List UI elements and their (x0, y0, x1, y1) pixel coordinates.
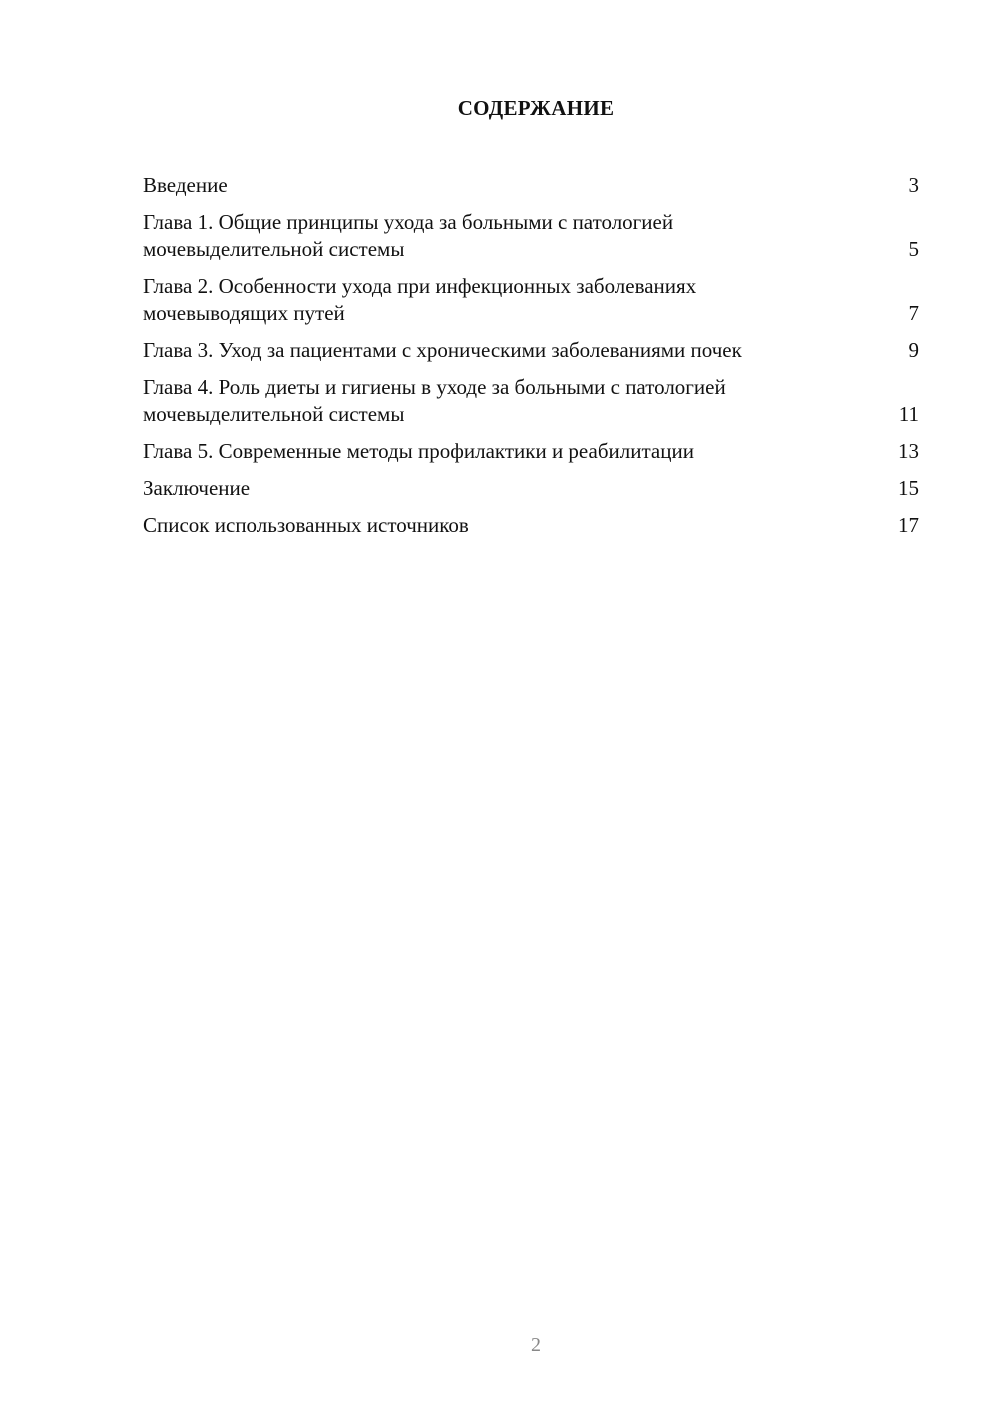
toc-entry-text: Глава 2. Особенности ухода при инфекционных заболеваниях мочевыводящих путей (143, 274, 697, 325)
toc-entry-text: Заключение (143, 476, 251, 500)
toc-entry-text: Глава 3. Уход за пациентами с хроническими заболеваниями почек (143, 338, 742, 362)
toc-entry-chapter-5 (143, 438, 919, 465)
toc-entry-page: 13 (898, 439, 919, 463)
toc-entry-text: Введение (143, 173, 228, 197)
page-number: 2 (531, 1334, 541, 1356)
toc-entry-chapter-3 (143, 337, 919, 364)
toc-entry-text: Глава 1. Общие принципы ухода за больными с патологией мочевыделительной системы (143, 210, 674, 261)
toc-entry-chapter-4 (143, 374, 919, 428)
toc-entry-page: 15 (898, 476, 919, 500)
toc-entry-page: 9 (908, 338, 919, 362)
toc-entry-chapter-1 (143, 209, 919, 263)
toc-entry-text: Глава 4. Роль диеты и гигиены в уходе за больными с патологией мочевыделительной системы (143, 375, 726, 426)
toc-entry-page: 7 (908, 301, 919, 325)
toc-entry-page: 5 (908, 237, 919, 261)
table-of-contents (143, 172, 919, 549)
toc-entry-conclusion (143, 475, 919, 502)
toc-entry-references (143, 512, 919, 539)
toc-entry-page: 17 (898, 513, 919, 537)
toc-entry-page: 11 (898, 402, 919, 426)
toc-entry-page: 3 (908, 173, 919, 197)
toc-title: СОДЕРЖАНИЕ (457, 96, 615, 120)
toc-entry-chapter-2 (143, 273, 919, 327)
toc-entry-introduction (143, 172, 919, 199)
toc-entry-text: Список использованных источников (143, 513, 469, 537)
toc-entry-text: Глава 5. Современные методы профилактики и реабилитации (143, 439, 694, 463)
